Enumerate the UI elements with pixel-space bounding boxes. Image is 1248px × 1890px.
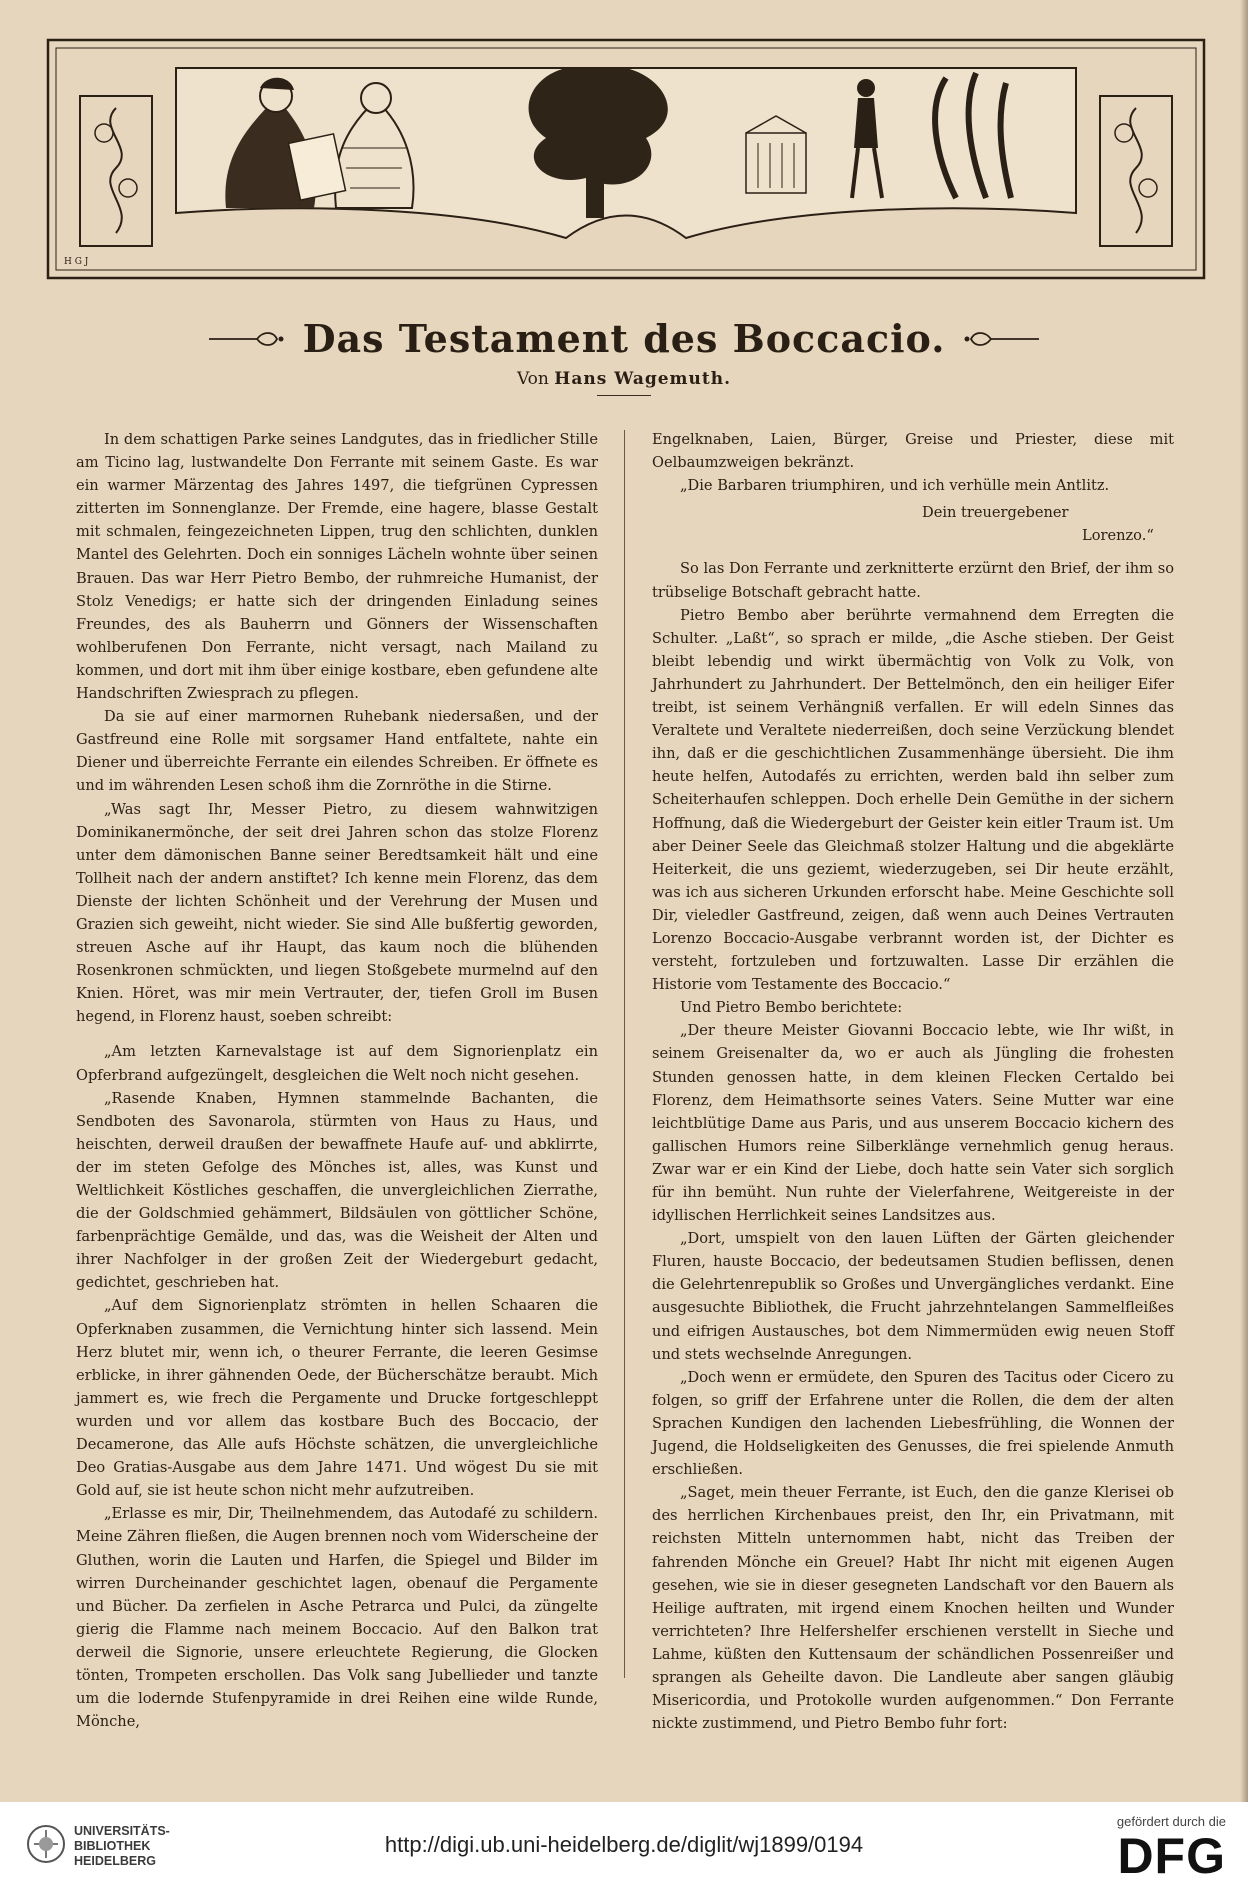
library-line: HEIDELBERG xyxy=(74,1854,156,1868)
byline-prefix: Von xyxy=(516,369,549,389)
paragraph: „Der theure Meister Giovanni Boccacio lebte, wie Ihr wißt, in seinem Greisenalter da, wo er auch als Jüngling die frohesten Stunden genossen hatte, in dem kleinen Flecken Certaldo bei Florenz, dem Heimathsorte seines Vaters. Seine Mutter war eine leichtblütige Dame aus Paris, und aus unserem Boccacio kichern des gallischen Humors reine Silberklänge vernehmlich genug heraus. Zwar war er ein Kind der Liebe, doch hatte sein Vater sich sorglich für ihn bemüht. Nun ruhte der Vielerfahrene, Weitgereiste in der idyllischen Herrlichkeit seines Landsitzes aus. xyxy=(652,1022,1174,1225)
signature-closing: Dein treuergebener xyxy=(922,504,1069,522)
article-title: Das Testament des Boccacio. xyxy=(302,316,946,361)
header-illustration xyxy=(46,38,1206,280)
paragraph: Und Pietro Bembo berichtete: xyxy=(680,999,903,1017)
signature-name: Lorenzo.“ xyxy=(1082,527,1154,545)
title-block xyxy=(0,316,1248,398)
letter-signature xyxy=(652,501,1174,547)
paragraph: So las Don Ferrante und zerknitterte erzürnt den Brief, der ihm so trübselige Botschaft gebracht hatte. xyxy=(652,560,1174,601)
permalink-url[interactable]: http://digi.ub.uni-heidelberg.de/diglit/wj1899/0194 xyxy=(384,1832,864,1857)
column-divider xyxy=(624,430,625,1678)
author-name: Hans Wagemuth. xyxy=(554,369,732,389)
dfg-logo: DFG xyxy=(1117,1828,1226,1884)
paragraph: In dem schattigen Parke seines Landgutes, das in friedlicher Stille am Ticino lag, lustwandelte Don Ferrante mit seinem Gaste. Es war ein warmer Märzentag des Jahres 1497, die tiefgrünen Cypressen zitterten im Sonnenglanze. Der Fremde, eine hagere, blasse Gestalt mit schmalen, feingezeichneten Lippen, trug den schlichten, dunklen Mantel des Gelehrten. Doch ein sonniges Lächeln wohnte über seinen Brauen. Das war Herr Pietro Bembo, der ruhmreiche Humanist, der Stolz Venedigs; er hatte sich der dringenden Einladung seines Freundes, des als Bauherrn und Gönners der Wissenschaften wohlberufenen Don Ferrante, nicht versagt, nach Mailand zu kommen, und dort mit ihm über einige kostbare, eben gefundene alte Handschriften Zwiesprach zu pflegen. xyxy=(76,431,598,703)
letter-paragraph: „Die Barbaren triumphiren, und ich verhülle mein Antlitz. xyxy=(680,477,1110,495)
digitization-footer xyxy=(0,1802,1248,1890)
left-column xyxy=(76,428,598,1733)
right-flourish-icon xyxy=(963,329,1041,349)
right-column xyxy=(652,428,1174,1735)
letter-paragraph: „Erlasse es mir, Dir, Theilnehmendem, das Autodafé zu schildern. Meine Zähren fließen, die Augen brennen noch vom Widerscheine der Gluthen, worin die Lauten und Harfen, die Spiegel und Bilder im wirren Durcheinander geschichtet lagen, obenauf die Pergamente und Bücher. Da zerfielen in Asche Petrarca und Pulci, da züngelte gierig die Flamme nach meinem Boccacio. Auf den Balkon trat derweil die Signorie, unsere erleuchtete Regierung, die Glocken tönten, Trompeten erschollen. Das Volk sang Jubellieder und tanzte um die lodernde Stufenpyramide in drei Reihen eine wilde Runde, Mönche, xyxy=(76,1505,598,1731)
title-rule xyxy=(597,395,651,398)
paragraph: Pietro Bembo aber berührte vermahnend dem Erregten die Schulter. „Laßt“, so sprach er milde, „die Asche stieben. Der Geist bleibt lebendig und wirkt übermächtig von Volk zu Volk, von Jahrhundert zu Jahrhundert. Der Bettelmönch, den ein heiliger Eifer treibt, ist seinem Verhängniß verfallen. Er will edeln Sinnes das Veraltete und Veraltete niederreißen, doch seine Verzückung blendet ihn, daß er die geschichtlichen Zusammenhänge übersieht. Die ihm heute helfen, Autodafés zu errichten, werden bald ihn selber zum Scheiterhaufen schleppen. Doch erhelle Dein Gemüthe in der sichern Hoffnung, daß die Wiedergeburt der Geister kein eitler Traum ist. Um aber Deiner Seele das Gleichmaß stolzer Haltung und die abgeklärte Heiterkeit, die uns geziemt, wiederzugeben, sei Dir heute erzählt, was ich aus sicheren Urkunden erforscht habe. Meine Geschichte soll Dir, vieledler Gastfreund, zeigen, daß wenn auch Deines Vertrauten Lorenzo Boccacio-Ausgabe verbrannt worden ist, der Dichter es versteht, fortzuleben und fortzuwalten. Lasse Dir erzählen die Historie vom Testamente des Boccacio.“ xyxy=(652,606,1174,994)
left-flourish-icon xyxy=(207,329,285,349)
library-line: BIBLIOTHEK xyxy=(74,1839,151,1853)
illustration-signature: H G J xyxy=(64,257,89,267)
letter-paragraph: Engelknaben, Laien, Bürger, Greise und Priester, diese mit Oelbaumzweigen bekränzt. xyxy=(652,431,1174,472)
letter-paragraph: „Am letzten Karnevalstage ist auf dem Signorienplatz ein Opferbrand aufgezüngelt, desgleichen die Welt noch nicht gesehen. xyxy=(76,1043,598,1084)
library-line: UNIVERSITÄTS- xyxy=(74,1824,170,1838)
funded-by-label: gefördert durch die xyxy=(1116,1814,1226,1829)
byline xyxy=(0,369,1248,389)
paragraph: „Dort, umspielt von den lauen Lüften der Gärten gleichender Fluren, hauste Boccacio, der bedeutsamen Studien beflissen, denen die Gelehrtenrepublik so Großes und Unvergängliches verdankt. Eine ausgesuchte Bibliothek, die Frucht jahrzehntelangen Sammelfleißes und eifrigen Austausches, bot dem Nimmermüden ewig neuen Stoff und stets wechselnde Anregungen. xyxy=(652,1230,1174,1363)
letter-paragraph: „Auf dem Signorienplatz strömten in hellen Schaaren die Opferknaben zusammen, die Vernichtung hinter sich lassend. Mein Herz blutet mir, wenn ich, o theurer Ferrante, die leeren Gesimse erblicke, in ihrer gähnenden Oede, der Bücherschätze beraubt. Mich jammert es, wie frech die Pergamente und Drucke fortgeschleppt wurden und vor allem das kostbare Buch des Boccacio, der Decamerone, das Alle aufs Höchste schätzen, die unvergleichliche Deo Gratias-Ausgabe aus dem Jahre 1471. Und wögest Du sie mit Gold auf, sie ist heute schon nicht mehr aufzutreiben. xyxy=(76,1297,598,1500)
paragraph: Da sie auf einer marmornen Ruhebank niedersaßen, und der Gastfreund eine Rolle mit sorgsamer Hand entfaltete, nahte ein Diener und überreichte Ferrante ein eilendes Schreiben. Er öffnete es und im währenden Lesen schoß ihm die Zornröthe in die Stirne. xyxy=(76,708,598,795)
paragraph: „Doch wenn er ermüdete, den Spuren des Tacitus oder Cicero zu folgen, so griff der Erfahrene unter die Rollen, die dem der alten Sprachen Kundigen den lachenden Liebesfrühling, die Wonnen der Jugend, die Holdseligkeiten des Genusses, die frei spielende Anmuth erschließen. xyxy=(652,1368,1174,1479)
paragraph: „Was sagt Ihr, Messer Pietro, zu diesem wahnwitzigen Dominikanermönche, der seit drei Jahren schon das stolze Florenz unter dem dämonischen Banne seiner Beredtsamkeit hält und eine Tollheit nach der andern anstiftet? Ich kenne mein Florenz, das dem Dienste der lichten Schönheit und der Verehrung der Musen und Grazien sich geweiht, nicht wieder. Sie sind Alle bußfertig geworden, streuen Asche auf ihr Haupt, das kaum noch die blühenden Rosenkronen schmückten, und liegen Stoßgebete murmelnd auf den Knien. Höret, was mir mein Vertrauter, der, tiefen Groll im Busen hegend, in Florenz haust, soeben schreibt: xyxy=(76,800,598,1026)
paragraph: „Saget, mein theuer Ferrante, ist Euch, den die ganze Klerisei ob des herrlichen Kirchenbaues preist, den Ihr, ein Privatmann, mit reichsten Mitteln unternommen habt, nicht das Treiben der fahrenden Mönche ein Greuel? Habt Ihr nicht mit eigenen Augen gesehen, wie sie in dieser gesegneten Landschaft vor den Bauern als Heilige auftraten, mit irgend einem Knochen heilten und Wunder verrichteten? Ihre Helfershelfer erschienen verstellt in Sieche und Lahme, küßten den Kuttensaum der schändlichen Possenreißer und sprangen als Geheilte davon. Die Landleute aber sangen gläubig Misericordia, und Protokolle wurden aufgenommen.“ Don Ferrante nickte zustimmend, und Pietro Bembo fuhr fort: xyxy=(652,1484,1174,1733)
letter-paragraph: „Rasende Knaben, Hymnen stammelnde Bachanten, die Sendboten des Savonarola, stürmten von Haus zu Haus, und heischten, derweil draußen der bewaffnete Haufe auf- und abklirrte, der im steten Gefolge des Mönches ist, alles, was Kunst und Weltlichkeit Köstliches geschaffen, die unvergleichlichen Zierrathe, die der Goldschmied gehämmert, Bildsäulen von göttlicher Schöne, farbenprächtige Gemälde, und das, was die Weisheit der Alten und ihrer Nachfolger in der großen Zeit der Wiedergeburt gedacht, gedichtet, geschrieben hat. xyxy=(76,1089,598,1292)
